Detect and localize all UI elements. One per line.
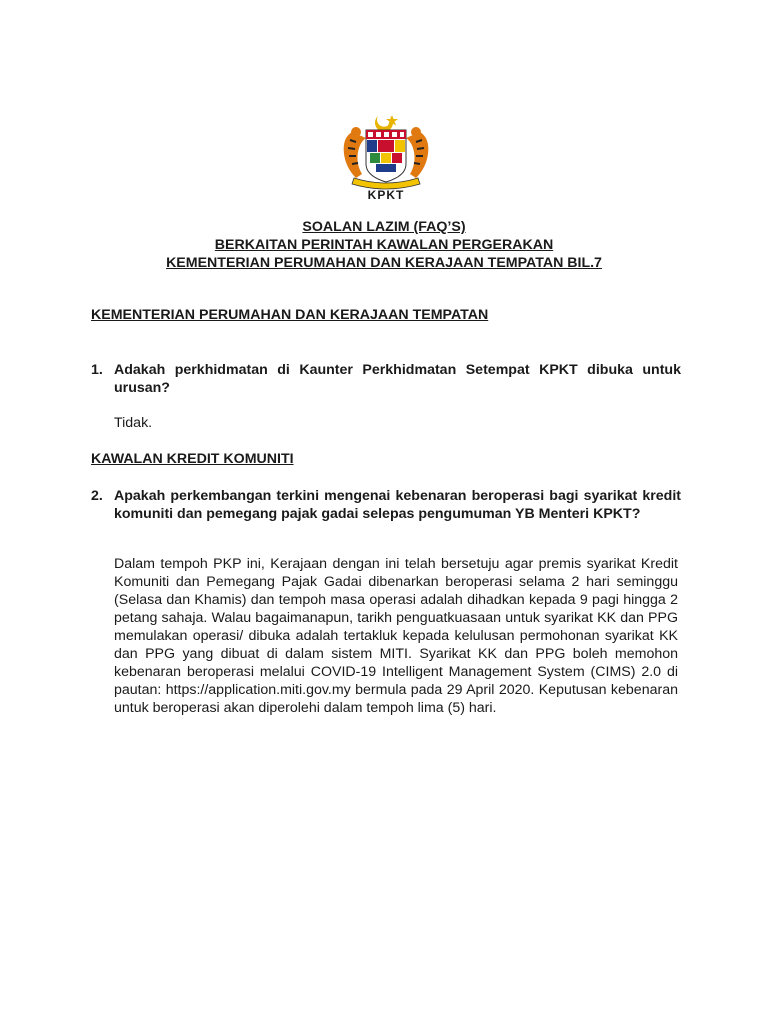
question-2-text: Apakah perkembangan terkini mengenai kebenaran beroperasi bagi syarikat kredit komuniti dan pemegang pajak gadai selepas pengumuman YB Menteri KPKT? [114, 488, 681, 522]
title-line-2: BERKAITAN PERINTAH KAWALAN PERGERAKAN [214, 237, 554, 253]
answer-1: Tidak. [114, 415, 153, 431]
document-title [0, 218, 768, 272]
section-heading-kpkt: KEMENTERIAN PERUMAHAN DAN KERAJAAN TEMPATAN [91, 307, 489, 323]
question-1-text: Adakah perkhidmatan di Kaunter Perkhidmatan Setempat KPKT dibuka untuk urusan? [114, 362, 681, 396]
title-line-3: KEMENTERIAN PERUMAHAN DAN KERAJAAN TEMPATAN BIL.7 [166, 255, 602, 271]
question-2-number: 2. [91, 488, 103, 504]
answer-2: Dalam tempoh PKP ini, Kerajaan dengan ini telah bersetuju agar premis syarikat Kredit Komuniti dan Pemegang Pajak Gadai dibenarkan beroperasi selama 2 hari seminggu (Selasa dan Khamis) dan tempoh masa operasi adalah dihadkan kepada 9 pagi hingga 2 petang sahaja. Walau bagaimanapun, tarikh penguatkuasaan untuk syarikat KK dan PPG memulakan operasi/ dibuka adalah tertakluk kepada kelulusan permohonan syarikat KK dan PPG yang dibuat di dalam sistem MITI. Syarikat KK dan PPG boleh memohon kebenaran beroperasi melalui COVID-19 Intelligent Management System (CIMS) 2.0 di pautan: https://application.miti.gov.my bermula pada 29 April 2020. Keputusan kebenaran untuk beroperasi akan diperolehi dalam tempoh lima (5) hari. [114, 556, 678, 716]
question-1 [91, 361, 681, 397]
question-2 [91, 487, 681, 523]
kpkt-logo-text: KPKT [367, 188, 405, 202]
question-1-number: 1. [91, 362, 103, 378]
section-heading-kredit-komuniti: KAWALAN KREDIT KOMUNITI [91, 451, 294, 467]
malaysia-coat-of-arms-icon [330, 112, 442, 192]
title-line-1: SOALAN LAZIM (FAQ’S) [302, 219, 466, 235]
